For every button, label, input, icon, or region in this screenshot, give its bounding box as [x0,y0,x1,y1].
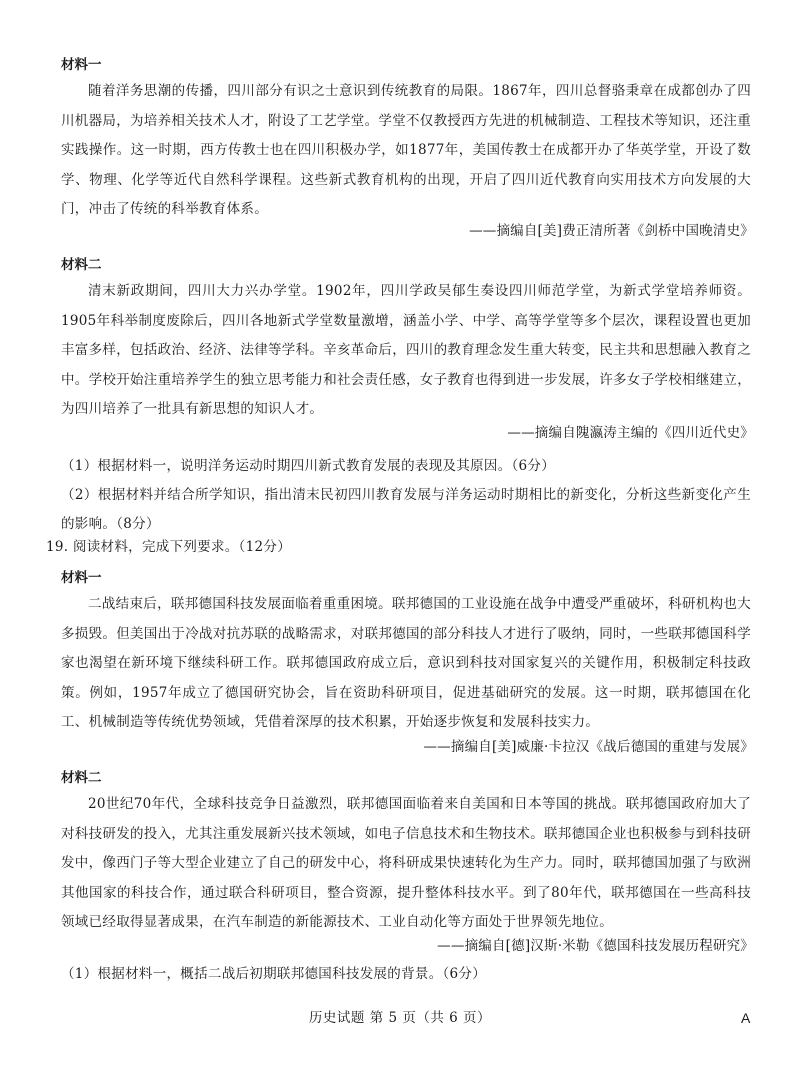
material-paragraph: 二战结束后，联邦德国科技发展面临着重重困境。联邦德国的工业设施在战争中遭受严重破坏，科研机构也大多损毁。但美国出于冷战对抗苏联的战略需求，对联邦德国的部分科技人才进行了吸纳，同时，一些联邦德国科学家也渴望在新环境下继续科研工作。联邦德国政府成立后，意识到科技对国家复兴的关键作用，积极制定科技政策。例如，1957年成立了德国研究协会，旨在资助科研项目，促进基础研究的发展。这一时期，联邦德国在化工、机械制造等传统优势领域，凭借着深厚的技术积累，开始逐步恢复和发展科技实力。 [61,596,751,730]
q19-material2-body [61,790,751,938]
material-heading: 材料二 [61,257,102,273]
q19-title: 19. 阅读材料，完成下列要求。（12分） [46,539,291,555]
q18-material1-source: ——摘编自[美]费正清所著《剑桥中国晚清史》 [469,223,754,239]
q19-material1-body [61,590,751,738]
sub-question: （1）根据材料一，说明洋务运动时期四川新式教育发展的表现及其原因。（6分） [61,458,556,474]
q19-material2-source: ——摘编自[德]汉斯·米勒《德国科技发展历程研究》 [437,938,754,954]
material-paragraph: 清末新政期间，四川大力兴办学堂。1902年，四川学政吴郁生奏设四川师范学堂，为新式学堂培养师资。1905年科举制度废除后，四川各地新式学堂数量激增，涵盖小学、中学、高等学堂等多个层次，课程设置也更加丰富多样，包括政治、经济、法律等学科。辛亥革命后，四川的教育理念发生重大转变，民主共和思想融入教育之中。学校开始注重培养学生的独立思考能力和社会责任感，女子教育也得到进一步发展，许多女子学校相继建立，为四川培养了一批具有新思想的知识人才。 [61,283,751,417]
material-paragraph: 随着洋务思潮的传播，四川部分有识之士意识到传统教育的局限。1867年，四川总督骆秉章在成都创办了四川机器局，为培养相关技术人才，附设了工艺学堂。学堂不仅教授西方先进的机械制造、工程技术等知识，还注重实践操作。这一时期，西方传教士也在四川积极办学，如1877年，美国传教士在成都开办了华英学堂，开设了数学、物理、化学等近代自然科学课程。这些新式教育机构的出现，开启了四川近代教育向实用技术方向发展的大门，冲击了传统的科举教育体系。 [61,83,751,217]
material-heading: 材料一 [61,57,102,73]
material-heading: 材料二 [61,770,102,786]
paper-version-label: A [741,1010,751,1026]
page-footer: 历史试题 第 5 页（共 6 页） [308,1010,492,1026]
q19-material1-heading [61,568,751,588]
q18-material1-heading [61,55,751,75]
sub-question: （2）根据材料并结合所学知识，指出清末民初四川教育发展与洋务运动时期相比的新变化，分析这些新变化产生的影响。（8分） [61,487,751,532]
material-heading: 材料一 [61,570,102,586]
q19-material1-source: ——摘编自[美]威廉·卡拉汉《战后德国的重建与发展》 [423,739,754,755]
material-paragraph: 20世纪70年代，全球科技竞争日益激烈，联邦德国面临着来自美国和日本等国的挑战。联邦德国政府加大了对科技研发的投入，尤其注重发展新兴技术领域，如电子信息技术和生物技术。联邦德国企业也积极参与到科技研发中，像西门子等大型企业建立了自己的研发中心，将科研成果快速转化为生产力。同时，联邦德国加强了与欧洲其他国家的科技合作，通过联合科研项目，整合资源，提升整体科技水平。到了80年代，联邦德国在一些高科技领域已经取得显著成果，在汽车制造的新能源技术、工业自动化等方面处于世界领先地位。 [61,796,751,930]
q19-questions [61,960,751,989]
q18-material2-source: ——摘编自隗瀛涛主编的《四川近代史》 [507,425,754,441]
sub-question: （1）根据材料一，概括二战后初期联邦德国科技发展的背景。（6分） [61,966,487,982]
q18-material2-body [61,277,751,425]
q18-material1-body [61,77,751,225]
q18-questions [61,452,751,539]
q19-material2-heading [61,768,751,788]
q18-material2-heading [61,255,751,275]
